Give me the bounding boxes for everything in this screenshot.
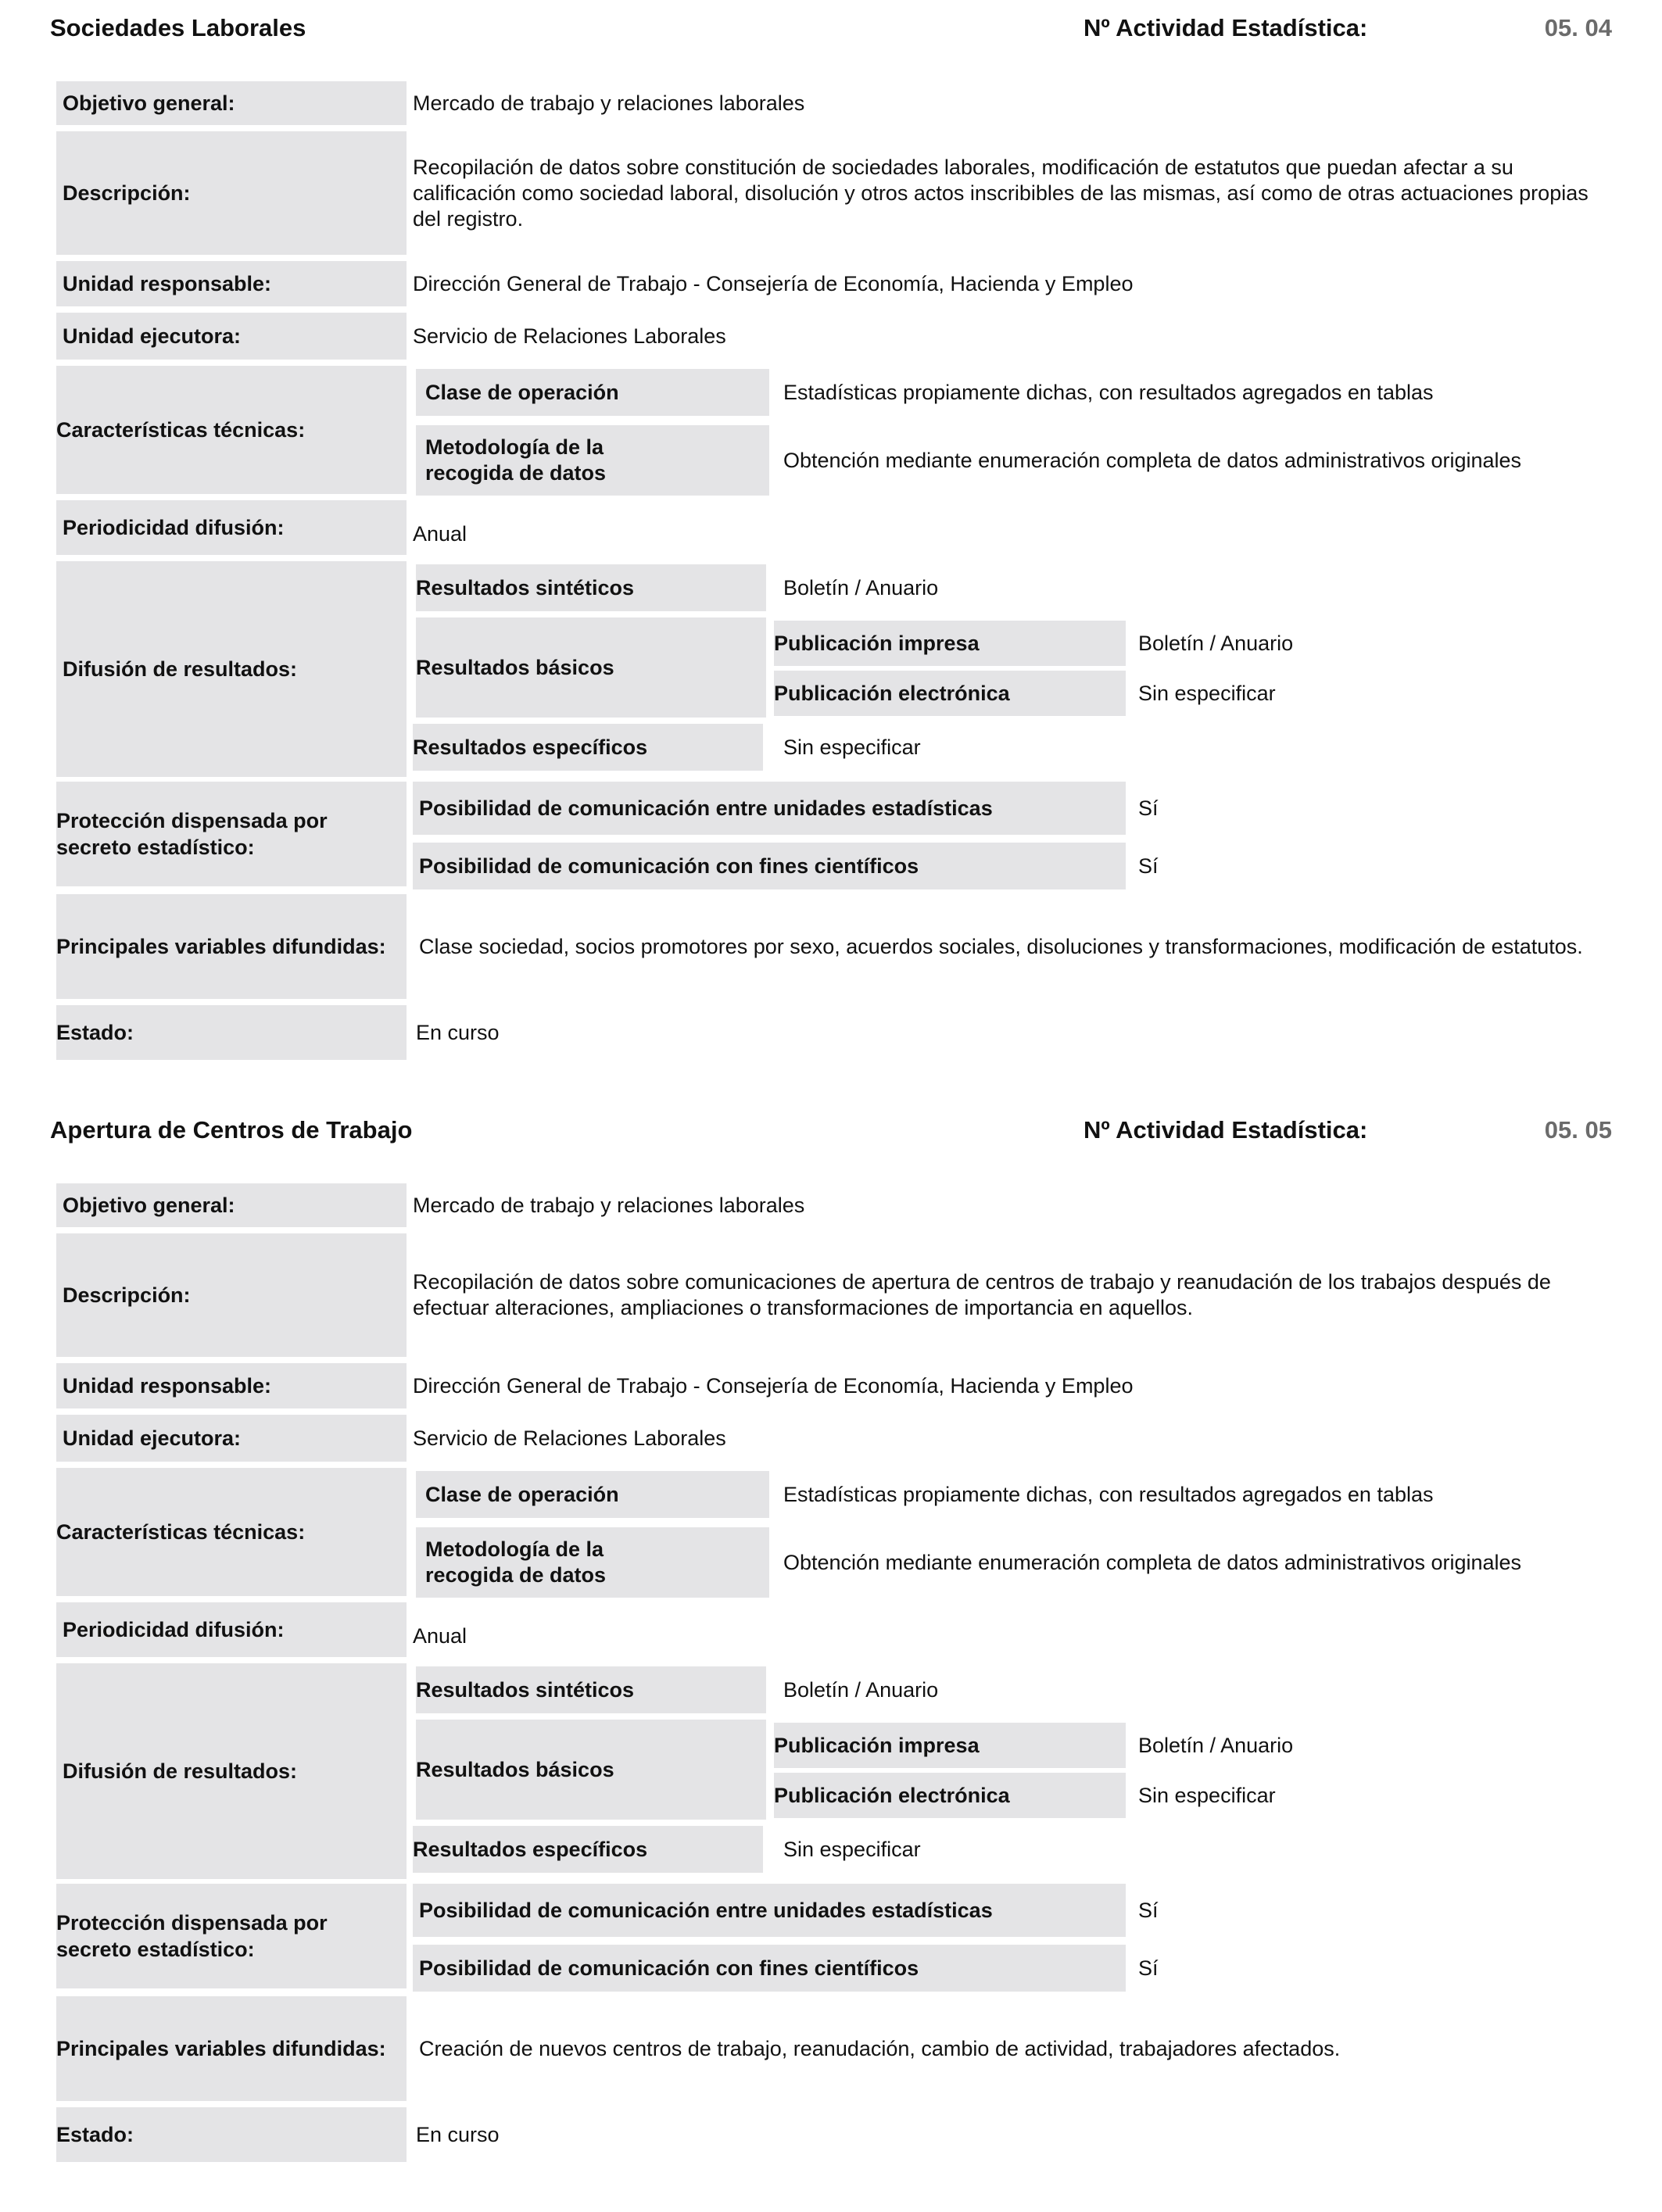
estado-value: En curso [416, 1020, 500, 1044]
especificos-value: Sin especificar [783, 1837, 921, 1861]
estado-label: Estado: [56, 2107, 407, 2162]
publicacion-electronica-value: Sin especificar [1138, 1783, 1276, 1807]
unidad-responsable-label: Unidad responsable: [56, 261, 407, 306]
variables-value: Clase sociedad, socios promotores por sexo, acuerdos sociales, disoluciones y transformaciones, modificación de estatutos. [419, 934, 1583, 958]
metodologia-label: Metodología de la recogida de datos [416, 1527, 769, 1598]
comunicacion-cientificos-label: Posibilidad de comunicación con fines científicos [413, 1945, 1126, 1992]
comunicacion-unidades-value: Sí [1138, 796, 1159, 820]
comunicacion-unidades-label: Posibilidad de comunicación entre unidades estadísticas [413, 1884, 1126, 1937]
unidad-ejecutora-label: Unidad ejecutora: [56, 1415, 407, 1462]
sinteticos-value: Boletín / Anuario [783, 1677, 939, 1702]
descripcion-value: Recopilación de datos sobre comunicaciones de apertura de centros de trabajo y reanudación de los trabajos después de efectuar alteraciones, ampliaciones o transformaciones de importancia en aquellos. [413, 1270, 1551, 1319]
activity-number-value: 05. 04 [1544, 14, 1612, 41]
especificos-label: Resultados específicos [413, 724, 763, 771]
caracteristicas-label: Características técnicas: [56, 1468, 407, 1596]
periodicidad-value: Anual [413, 1623, 467, 1648]
sinteticos-label: Resultados sintéticos [416, 564, 766, 611]
comunicacion-cientificos-value: Sí [1138, 1956, 1159, 1980]
clase-operacion-label: Clase de operación [416, 369, 769, 416]
objetivo-value: Mercado de trabajo y relaciones laborales [413, 91, 805, 115]
unidad-ejecutora-label: Unidad ejecutora: [56, 313, 407, 360]
objetivo-label: Objetivo general: [56, 81, 407, 125]
especificos-label: Resultados específicos [413, 1826, 763, 1873]
objetivo-value: Mercado de trabajo y relaciones laborales [413, 1193, 805, 1217]
clase-operacion-value: Estadísticas propiamente dichas, con resultados agregados en tablas [783, 380, 1434, 404]
publicacion-impresa-label: Publicación impresa [774, 1723, 1126, 1768]
variables-value: Creación de nuevos centros de trabajo, reanudación, cambio de actividad, trabajadores afectados. [419, 2036, 1341, 2060]
unidad-responsable-label: Unidad responsable: [56, 1363, 407, 1408]
record-title: Sociedades Laborales [50, 14, 306, 41]
sinteticos-value: Boletín / Anuario [783, 575, 939, 600]
variables-label: Principales variables difundidas: [56, 894, 407, 999]
activity-number-label: Nº Actividad Estadística: [1084, 1116, 1368, 1144]
record-title: Apertura de Centros de Trabajo [50, 1116, 413, 1144]
publicacion-impresa-value: Boletín / Anuario [1138, 631, 1294, 655]
publicacion-electronica-value: Sin especificar [1138, 681, 1276, 705]
periodicidad-value: Anual [413, 521, 467, 546]
proteccion-label: Protección dispensada por secreto estadístico: [56, 782, 407, 886]
unidad-responsable-value: Dirección General de Trabajo - Consejería de Economía, Hacienda y Empleo [413, 271, 1134, 295]
unidad-responsable-value: Dirección General de Trabajo - Consejería de Economía, Hacienda y Empleo [413, 1373, 1134, 1398]
descripcion-label: Descripción: [56, 1233, 407, 1357]
metodologia-value: Obtención mediante enumeración completa de datos administrativos originales [783, 1550, 1522, 1574]
periodicidad-label: Periodicidad difusión: [56, 500, 407, 555]
caracteristicas-label: Características técnicas: [56, 366, 407, 494]
activity-number-label: Nº Actividad Estadística: [1084, 14, 1368, 41]
proteccion-label: Protección dispensada por secreto estadístico: [56, 1884, 407, 1988]
clase-operacion-value: Estadísticas propiamente dichas, con resultados agregados en tablas [783, 1482, 1434, 1506]
difusion-label: Difusión de resultados: [56, 1663, 407, 1879]
publicacion-electronica-label: Publicación electrónica [774, 671, 1126, 716]
periodicidad-label: Periodicidad difusión: [56, 1602, 407, 1657]
comunicacion-unidades-label: Posibilidad de comunicación entre unidades estadísticas [413, 782, 1126, 835]
activity-number-value: 05. 05 [1544, 1116, 1612, 1144]
basicos-label: Resultados básicos [416, 1720, 766, 1820]
metodologia-value: Obtención mediante enumeración completa de datos administrativos originales [783, 448, 1522, 472]
comunicacion-cientificos-label: Posibilidad de comunicación con fines científicos [413, 843, 1126, 889]
unidad-ejecutora-value: Servicio de Relaciones Laborales [413, 1426, 726, 1450]
estado-value: En curso [416, 2122, 500, 2146]
record-card [0, 1102, 1662, 2212]
variables-label: Principales variables difundidas: [56, 1996, 407, 2101]
especificos-value: Sin especificar [783, 735, 921, 759]
publicacion-impresa-value: Boletín / Anuario [1138, 1733, 1294, 1757]
publicacion-electronica-label: Publicación electrónica [774, 1773, 1126, 1818]
clase-operacion-label: Clase de operación [416, 1471, 769, 1518]
descripcion-label: Descripción: [56, 131, 407, 255]
sinteticos-label: Resultados sintéticos [416, 1666, 766, 1713]
objetivo-label: Objetivo general: [56, 1183, 407, 1227]
basicos-label: Resultados básicos [416, 617, 766, 718]
metodologia-label: Metodología de la recogida de datos [416, 425, 769, 496]
descripcion-value: Recopilación de datos sobre constitución de sociedades laborales, modificación de estatutos que puedan afectar a su calificación como sociedad laboral, disolución y otros actos inscribibles de las mismas, así como de otras actuaciones propias del registro. [413, 155, 1589, 231]
difusion-label: Difusión de resultados: [56, 561, 407, 777]
estado-label: Estado: [56, 1005, 407, 1060]
publicacion-impresa-label: Publicación impresa [774, 621, 1126, 666]
unidad-ejecutora-value: Servicio de Relaciones Laborales [413, 324, 726, 348]
comunicacion-cientificos-value: Sí [1138, 854, 1159, 878]
comunicacion-unidades-value: Sí [1138, 1898, 1159, 1922]
